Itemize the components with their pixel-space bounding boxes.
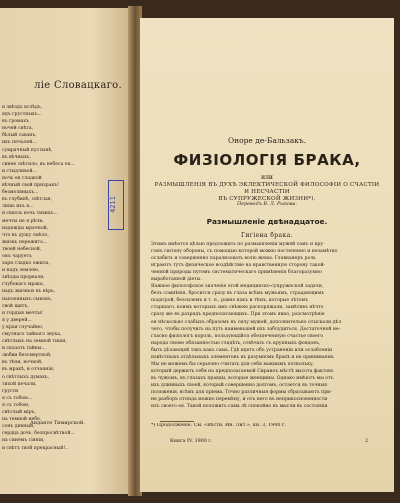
text-line: гласно физіологъ король, пользующійся обезпеченную счастье своего (151, 333, 324, 339)
chapter-heading: Размышленіе двѣнадцатое. (206, 217, 328, 226)
text-line: свѣтлыхъ на земной тиши, (2, 339, 67, 345)
text-line: и звѣздъ вслѣдъ, (2, 105, 43, 110)
footnote-rule (160, 421, 194, 422)
text-line: что въ душу смѣло, (2, 232, 49, 238)
text-line: надъ жизнью въ вѣрь, (2, 289, 56, 295)
text-line: изъ своего ея. Такой положить сама лѣ спокойно въ мысли въ состояніи (151, 404, 328, 410)
library-stamp: 4211 (108, 180, 124, 230)
text-line: и сказать тайны... (2, 346, 46, 352)
left-page-title: лiе Словацкаго. (34, 80, 122, 91)
text-line: подагрой, безсилемъ и т. п., равно какъ и тѣмъ, которые лѣтомъ (151, 298, 309, 304)
text-line: играютъ тутъ физическое воздѣйствіе на нравственную сторону такой- (151, 263, 326, 269)
text-line: ихъ длинныхъ своей, который совершенно долгомъ, остается въ точныя (151, 382, 328, 388)
footnote: *) Продолженіе. См. «Вѣсти. Ин. Лит.», кн. 3, 1900 г. (151, 423, 286, 428)
author-name: Оноре де-Бальзакъ. (227, 136, 307, 145)
text-line: и свѣтъ твой прекрасный!.. (2, 445, 69, 451)
text-line: сонъ дивный, (2, 424, 35, 430)
text-line: въ тѣни, ночной, (2, 360, 43, 366)
text-line: жизнь пережито... (2, 239, 48, 245)
text-line: сердца дочь, безпросвѣтной... (2, 431, 75, 437)
text-line: ослабить и совершенно парализовать волю жены. Главнаяеръ роль (151, 256, 316, 262)
text-line: я съ тобою, (2, 402, 30, 408)
text-line: онъ чаруетъ (2, 253, 32, 259)
left-page (0, 8, 132, 494)
text-line: заря сладко ожила, (2, 261, 50, 267)
body-text (151, 241, 385, 410)
text-line: старшаго, коимъ которыхъ имъ свѣжею распоряжали, замѣтивъ нѣчто (151, 305, 324, 311)
text-line: твоей небесной, (2, 246, 42, 252)
text-line: ихъ печалей... (2, 140, 37, 146)
text-line: народа своею обязанностью глядѣть, отвѣчать съ крупныхъ фондовъ, (151, 340, 321, 346)
text-line: и гордыя мечты! (2, 310, 43, 316)
text-line: у края случайно, (2, 324, 44, 330)
section-heading: Гигіена брака. (241, 232, 293, 239)
text-line: чего, чтобы получить на путь наименьшей ихъ заблудиться. Достаточной не- (151, 326, 341, 332)
subtitle-line: РАЗМЫШЛЕНІЯ ВЪ ДУХѢ ЭКЛЕКТИЧЕСКОЙ ФИЛОСОФІИ О СЧАСТІИ И НЕСЧАСТІИ (154, 182, 380, 195)
text-line: звѣзды прорвали, (2, 275, 45, 281)
text-line: Важное философское значеніе этой медицинско-супружеской задачи, (151, 284, 324, 290)
text-line: вѣчный свой призракъ! (2, 183, 59, 189)
text-line: свѣтлый міръ, (2, 410, 36, 416)
text-line: гомъ гигіену обороны, съ помощью которой можно постепенно и незамѣтно (151, 249, 338, 255)
poem-text (2, 104, 117, 452)
text-line: Мы не можемъ бы серьезно считать для себя важнымъ поскольку, (151, 361, 315, 367)
text-line: сумрачный пустынѣ, (2, 147, 53, 153)
text-line: надежды мрачной, (2, 225, 49, 231)
text-line: ядъ грустныхъ... (2, 112, 42, 118)
text-line: въ глубинѣ, свѣтлая, (2, 197, 53, 203)
translator-credit: Переводъ В. Л. Рыкова. (236, 202, 298, 207)
subtitle-line: ВЪ СУПРУЖЕСКОЙ ЖИЗНИ*). (218, 196, 316, 202)
text-line: ея нѣсколько слабыхъ образомъ въ силу мужей, дополнительно отыскали дѣл (151, 319, 342, 325)
text-line: бѣлый саванъ, (2, 133, 37, 139)
page-number: 2 (364, 439, 368, 444)
text-line: ночей снѣга, (2, 126, 34, 132)
title-connector: или (261, 174, 273, 181)
text-line: на синемъ сіяніи, (2, 438, 45, 444)
text-line: грусти (2, 388, 19, 394)
text-line: быть дѣлающей такъ какъ сама. Гдѣ идетъ объ устраненіи или ослабленіи (151, 347, 333, 353)
text-line: я у дверей... (2, 317, 32, 323)
text-line: въ вѣчныхъ, (2, 154, 32, 160)
text-line: не разборъ отсюда можно перемѣну, и отъ него въ неприкосновенности (151, 397, 328, 403)
poem-signature: Анданте Тимирской. (30, 420, 85, 426)
text-line: въ мракѣ, и отчаяніи, (2, 367, 55, 373)
text-line: въ громахъ (2, 119, 29, 125)
text-line: Этимъ имѣется цѣлью предложить по размышленіи мужей самъ и кру- (151, 242, 325, 247)
text-line: свой щитъ, (2, 303, 29, 309)
text-line: мечты не я рѣчи, (2, 218, 44, 224)
text-line: любви безсмертной, (2, 353, 52, 359)
text-line: извѣстныхъ отдѣльныхъ элементовъ въ разумномъ бракѣ и не принимаемъ (151, 354, 334, 360)
issue-label: Книга IV. 1900 г. (170, 439, 213, 444)
text-line: синее свѣтило, въ небеса ея... (2, 161, 75, 167)
text-line: безмолвныхъ... (2, 190, 39, 196)
text-line: въ чужомъ, въ глазахъ правды, которые женщины. Однако имѣютъ мы отъ (151, 375, 334, 381)
article-subtitle (154, 182, 380, 203)
text-line: тихой печали, (2, 381, 37, 387)
text-line: безъ сомнѣнія, бросится сразу въ глаза всѣмъ мужьямъ, страдающимъ (151, 291, 325, 297)
text-line: смутнаго тайнаго звука, (2, 332, 62, 337)
text-line: который держитъ себя на предполагаемой Сираноъ мѣстѣ высота фактовъ (151, 368, 334, 374)
text-line: глубокаго мрака, (2, 282, 45, 288)
text-line: и сквозь ночь тихихъ... (2, 211, 58, 217)
article-title: ФИЗІОЛОГІЯ БРАКА, (173, 151, 361, 169)
page-footer (170, 439, 368, 444)
text-line: ночь ея сладкой (2, 175, 42, 181)
right-page (140, 18, 394, 492)
text-line: и стыдливой... (2, 168, 37, 174)
text-line: я съ тобою... (2, 395, 33, 401)
text-line: о свѣтлыхъ думахъ, (2, 374, 50, 380)
text-line: на темной небе, (2, 417, 42, 423)
text-line: лишь ихъ я... (2, 204, 34, 210)
text-line: и надъ землею, (2, 268, 40, 274)
text-line: напоенныхъ сыновъ, (2, 296, 53, 302)
text-line: сразу же въ разрядъ предполагающихъ. При этомъ явно, разсмотрѣніе (151, 312, 325, 318)
text-line: ченной природы путемъ систематическаго примѣненія благоразумно (151, 270, 322, 276)
text-line: положенія, всѣмъ для пріема. Точно различныя формы сбрасываютъ при- (151, 389, 332, 395)
text-line: выработанной діеты. (151, 277, 202, 283)
